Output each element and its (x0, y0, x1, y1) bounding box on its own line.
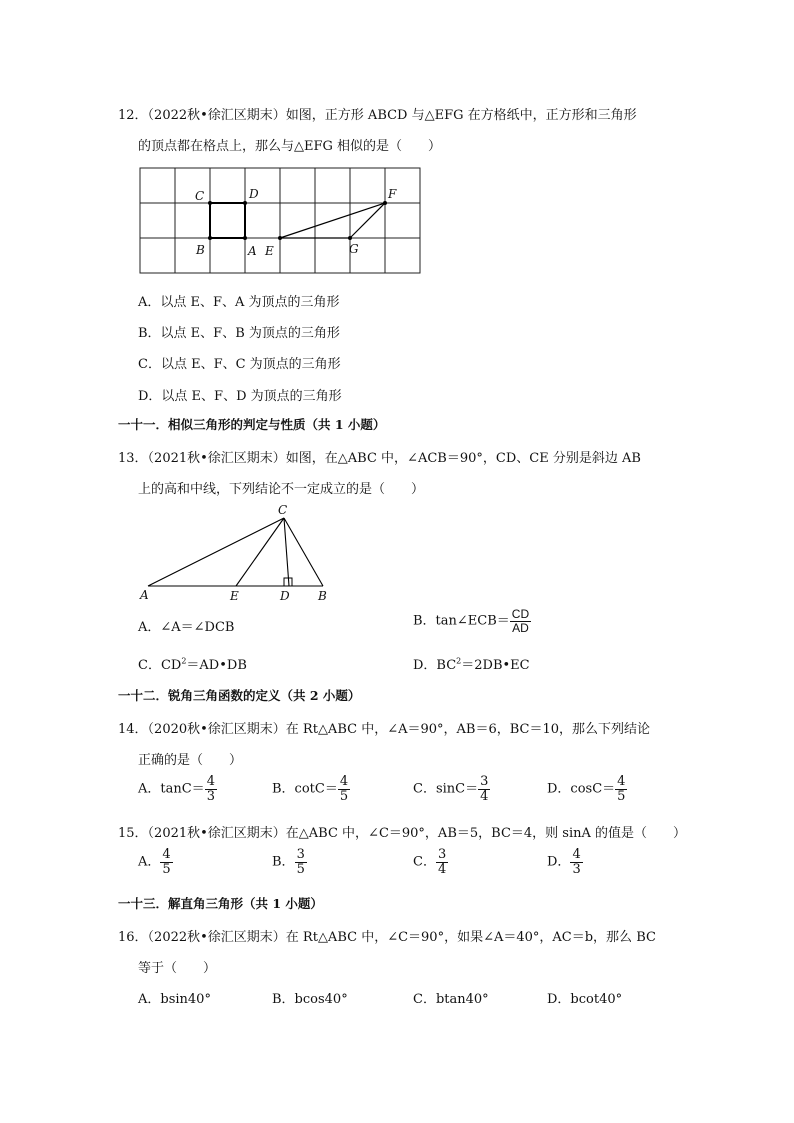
section-13-heading: 一十三．解直角三角形（共 1 小题） (118, 896, 323, 911)
q12-option-d[interactable]: D．以点 E、F、D 为顶点的三角形 (138, 389, 342, 404)
label-b: B (318, 589, 327, 603)
triangle-efg (280, 203, 385, 238)
label-d: D (249, 187, 259, 201)
q15-option-c[interactable]: C． $\frac{3}{4}$ (413, 847, 447, 877)
q12-stem-line2: 的顶点都在格点上，那么与△EFG 相似的是（ ） (138, 139, 442, 154)
q14-option-d[interactable]: D．cosC＝ $\frac{4}{5}$ (547, 774, 626, 804)
q13-option-c[interactable]: C．$CD^2=AD•DB$ (138, 656, 247, 673)
q13-stem-line2: 上的高和中线，下列结论不一定成立的是（ ） (138, 482, 425, 497)
triangle-abc (148, 518, 323, 586)
q15-option-a[interactable]: A． $\frac{4}{5}$ (138, 847, 171, 877)
q12-grid-figure (130, 160, 430, 280)
label-c: C (278, 503, 288, 517)
q14-option-c[interactable]: C．sinC＝ $\frac{3}{4}$ (413, 774, 489, 804)
label-f: F (388, 187, 397, 201)
fraction: $\frac{4}{3}$ (206, 774, 215, 804)
square-abcd (210, 203, 245, 238)
q15-stem: 15．（2021秋•徐汇区期末）在△ABC 中，∠C＝90°，AB＝5，BC＝4，则 sinA 的值是（ ） (118, 826, 687, 841)
fraction: $\frac{4}{5}$ (339, 774, 349, 804)
q16-option-a[interactable]: A．bsin40° (138, 992, 211, 1007)
grid-points (208, 201, 387, 240)
fraction: $\frac{3}{5}$ (296, 847, 305, 877)
label-e: E (230, 589, 239, 603)
option-b-text: B．tan∠ECB＝ (413, 613, 510, 629)
fraction: $\frac{3}{4}$ (437, 847, 447, 877)
q12-option-c[interactable]: C．以点 E、F、C 为顶点的三角形 (138, 357, 341, 372)
q14-stem-line1: 14．（2020秋•徐汇区期末）在 Rt△ABC 中，∠A＝90°，AB＝6，BC＝10，那么下列结论 (118, 722, 651, 737)
q16-option-c[interactable]: C．btan40° (413, 992, 489, 1007)
q16-stem-line2: 等于（ ） (138, 961, 217, 976)
q12-option-a[interactable]: A．以点 E、F、A 为顶点的三角形 (138, 295, 340, 310)
q13-option-a[interactable]: A．∠A＝∠DCB (138, 620, 235, 635)
q13-triangle-figure (130, 500, 340, 610)
grid-lines (140, 168, 420, 273)
q12-option-b[interactable]: B．以点 E、F、B 为顶点的三角形 (138, 326, 340, 341)
label-g: G (349, 242, 359, 256)
label-a: A (140, 588, 149, 602)
label-c: C (195, 189, 205, 203)
q13-stem-line1: 13．（2021秋•徐汇区期末）如图，在△ABC 中，∠ACB＝90°，CD、CE 分别是斜边 AB (118, 451, 641, 466)
label-d: D (280, 589, 290, 603)
fraction-cd-over-ad: $\frac{CD}{AD}$ (511, 607, 530, 635)
fraction: $\frac{4}{5}$ (162, 847, 171, 877)
q15-option-d[interactable]: D． $\frac{4}{3}$ (547, 847, 581, 877)
q14-option-b[interactable]: B．cotC＝ $\frac{4}{5}$ (272, 774, 349, 804)
q16-option-b[interactable]: B．bcos40° (272, 992, 348, 1007)
label-e: E (265, 244, 274, 258)
fraction: $\frac{4}{3}$ (572, 847, 581, 877)
q14-option-a[interactable]: A．tanC＝ $\frac{4}{3}$ (138, 774, 215, 804)
section-11-heading: 一十一．相似三角形的判定与性质（共 1 小题） (118, 417, 386, 432)
q13-option-b[interactable] (413, 608, 531, 634)
fraction: $\frac{3}{4}$ (480, 774, 489, 804)
fraction: $\frac{4}{5}$ (617, 774, 626, 804)
q16-option-d[interactable]: D．bcot40° (547, 992, 623, 1007)
q16-stem-line1: 16．（2022秋•徐汇区期末）在 Rt△ABC 中，∠C＝90°，如果∠A＝40°，AC＝b，那么 BC (118, 930, 656, 945)
q13-option-d[interactable]: D．$BC^2=2DB•EC$ (413, 656, 530, 673)
q14-stem-line2: 正确的是（ ） (138, 753, 243, 768)
section-12-heading: 一十二．锐角三角函数的定义（共 2 小题） (118, 688, 361, 703)
label-b: B (196, 243, 205, 257)
label-a: A (248, 244, 257, 258)
q15-option-b[interactable]: B． $\frac{3}{5}$ (272, 847, 305, 877)
q12-stem-line1: 12．（2022秋•徐汇区期末）如图，正方形 ABCD 与△EFG 在方格纸中，正方形和三角形 (118, 108, 637, 123)
